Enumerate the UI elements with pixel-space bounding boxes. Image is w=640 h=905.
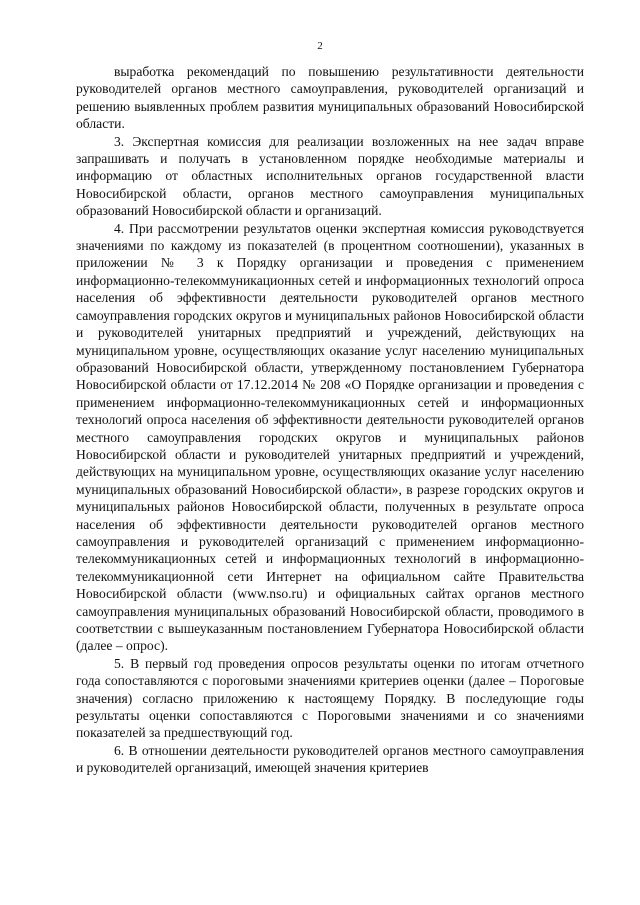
paragraph-6: 6. В отношении деятельности руководителей органов местного самоуправления и руководителей организаций, имеющей значения критериев [76,742,584,776]
document-body [76,63,584,777]
paragraph-3: 3. Экспертная комиссия для реализации возложенных на нее задач вправе запрашивать и получать в установленном порядке необходимые материалы и информацию от областных исполнительных органов государственной власти Новосибирской области, органов местного самоуправления муниципальных образований Новосибирской области и организаций. [76,133,584,219]
paragraph-4: 4. При рассмотрении результатов оценки экспертная комиссия руководствуется значениями по каждому из показателей (в процентном соотношении), указанных в приложении № 3 к Порядку организации и проведения с применением информационно-телекоммуникационных сетей и информационных технологий опроса населения об эффективности деятельности руководителей органов местного самоуправления городских округов и муниципальных районов Новосибирской области и руководителей унитарных предприятий и учреждений, действующих на муниципальном уровне, осуществляющих оказание услуг населению муниципальных образований Новосибирской области, утвержденному постановлением Губернатора Новосибирской области от 17.12.2014 № 208 «О Порядке организации и проведения с применением информационно-телекоммуникационных сетей и информационных технологий опроса населения об эффективности деятельности руководителей органов местного самоуправления городских округов и муниципальных районов Новосибирской области и руководителей унитарных предприятий и учреждений, действующих на муниципальном уровне, осуществляющих оказание услуг населению муниципальных образований Новосибирской области», в разрезе городских округов и муниципальных районов Новосибирской области, полученных в результате опроса населения об эффективности деятельности руководителей органов местного самоуправления и руководителей организаций с применением информационно-телекоммуникационных сетей и информационных технологий в информационно-телекоммуникационной сети Интернет на официальном сайте Правительства Новосибирской области (www.nso.ru) и официальных сайтах органов местного самоуправления муниципальных образований Новосибирской области, проводимого в соответствии с вышеуказанным постановлением Губернатора Новосибирской области (далее – опрос). [76,220,584,654]
page-number: 2 [317,40,323,52]
paragraph-5: 5. В первый год проведения опросов результаты оценки по итогам отчетного года сопоставляются с пороговыми значениями критериев оценки (далее – Пороговые значения) согласно приложению к настоящему Порядку. В последующие годы результаты оценки сопоставляются с Пороговыми значениями и со значениями показателей за предшествующий год. [76,655,584,741]
paragraph-continuation: выработка рекомендаций по повышению результативности деятельности руководителей органов местного самоуправления, руководителей организаций и решению выявленных проблем развития муниципальных образований Новосибирской области. [76,64,584,132]
